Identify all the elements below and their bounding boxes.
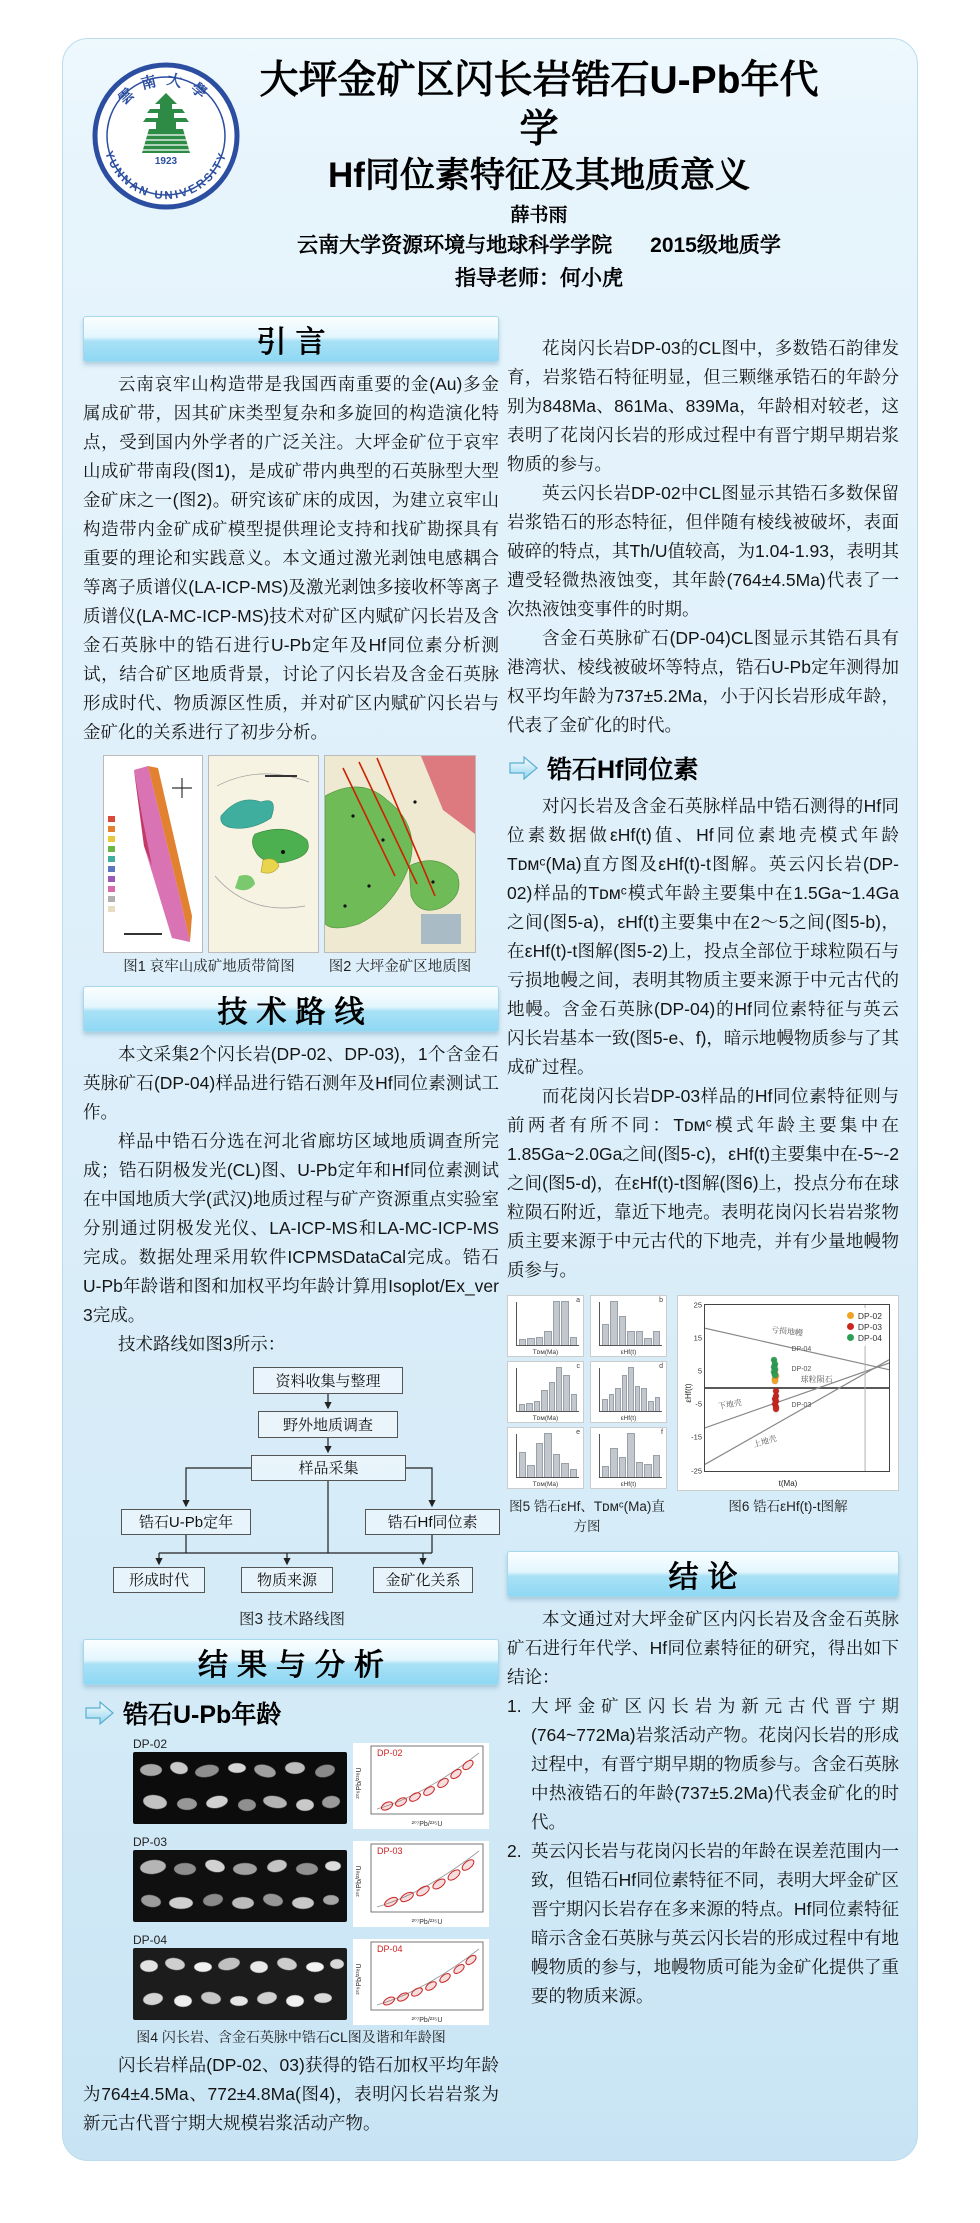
section-conclusion-header — [507, 1551, 899, 1597]
fig2-geologic-map — [324, 755, 476, 953]
label-upper-crust: 上地壳 — [752, 1433, 778, 1449]
flow-node-mineralization: 金矿化关系 — [373, 1567, 473, 1593]
svg-text:²⁰⁶Pb/²³⁸U: ²⁰⁶Pb/²³⁸U — [356, 1766, 363, 1799]
svg-text:1923: 1923 — [154, 156, 178, 167]
university-logo — [91, 61, 241, 211]
fig4-row-dp02 — [83, 1737, 499, 1829]
section-results-header — [83, 1639, 499, 1685]
svg-text:DP-02: DP-02 — [377, 1747, 403, 1758]
label-depleted-mantle: 亏损地幔 — [770, 1325, 804, 1338]
fig1-belt-map — [103, 755, 203, 953]
advisor: 指导老师：何小虎 — [455, 266, 623, 290]
svg-text:²⁰⁷Pb/²³⁵U: ²⁰⁷Pb/²³⁵U — [411, 2016, 443, 2024]
results-paragraph-1: 花岗闪长岩DP-03的CL图中，多数锆石韵律发育，岩浆锆石特征明显，但三颗继承锆石的年龄分别为848Ma、861Ma、839Ma，年龄相对较老，这表明了花岗闪长岩的形成过程中有晋宁期早期岩浆物质的参与。 — [507, 337, 899, 474]
fig5-panel-c: c Tᴅᴍ(Ma) — [507, 1361, 584, 1423]
author-name: 薛书雨 — [510, 204, 568, 226]
section-results-title: 结果与分析 — [198, 1648, 393, 1682]
poster-title-line2: Hf同位素特征及其地质意义 — [328, 155, 750, 195]
affiliation-row — [241, 229, 837, 259]
fig6-xlabel: t(Ma) — [778, 1478, 798, 1488]
fig4-concordia-dp04 — [353, 1939, 489, 2025]
fig5-panel-f: f εHf(t) — [590, 1427, 667, 1489]
section-methods-header — [83, 986, 499, 1032]
fig4-concordia-dp02 — [353, 1743, 489, 1829]
svg-text:雲南大學: 雲南大學 — [115, 70, 217, 109]
fig3-caption: 图3 技术路线图 — [239, 1610, 345, 1628]
flow-node-material-source: 物质来源 — [241, 1567, 333, 1593]
svg-text:YUNNAN UNIVERSITY: YUNNAN UNIVERSITY — [102, 149, 230, 203]
point-label-dp04: DP-04 — [791, 1346, 812, 1353]
svg-text:²⁰⁶Pb/²³⁸U: ²⁰⁶Pb/²³⁸U — [356, 1962, 363, 1995]
fig6-legend — [843, 1308, 886, 1346]
conclusion-item-2-number: 2. — [507, 1840, 522, 1861]
subsection-upb-age — [85, 1695, 499, 1731]
fig4-cl-label-dp04: DP-04 — [133, 1932, 168, 1947]
legend-dot-dp03 — [847, 1323, 854, 1330]
cohort: 2015级地质学 — [650, 233, 781, 257]
legend-dot-dp02 — [847, 1312, 854, 1319]
results-paragraph-4: 对闪长岩及含金石英脉样品中锆石测得的Hf同位素数据做εHf(t)值、Hf同位素地壳模式年龄Tᴅᴍᶜ(Ma)直方图及εHf(t)-t图解。英云闪长岩(DP-02)样品的Tᴅᴍᶜ模式年龄主要集中在1.5Ga~1.4Ga之间(图5-a)，εHf(t)主要集中在2～5之间(图5-b)，在εHf(t)-t图解(图5-2)上，投点全部位于球粒陨石与亏损地幔之间，表明其物质主要来源于中元古代的地幔。含金石英脉(DP-04)的Hf同位素特征与英云闪长岩基本一致(图5-e、f)，暗示地幔物质参与了其成矿过程。 — [507, 795, 899, 1077]
results-paragraph-5: 而花岗闪长岩DP-03样品的Hf同位素特征则与前两者有所不同：Tᴅᴍᶜ模式年龄主要集中在1.85Ga~2.0Ga之间(图5-c)，εHf(t)主要集中在-5~-2之间(图5-d)，在εHf(t)-t图解(图6)上，投点分布在球粒陨石附近，靠近下地壳。表明花岗闪长岩岩浆物质主要来源于中元古代的下地壳，并有少量地幔物质参与。 — [507, 1085, 899, 1280]
section-intro-header — [83, 316, 499, 362]
upb-result-paragraph: 闪长岩样品(DP-02、03)获得的锆石加权平均年龄为764±4.5Ma、772±4.8Ma(图4)，表明闪长岩岩浆为新元古代晋宁期大规模岩浆活动产物。 — [83, 2054, 499, 2133]
fig5-panel-e: e Tᴅᴍ(Ma) — [507, 1427, 584, 1489]
university-seal-icon — [91, 61, 241, 211]
arrow-right-icon — [509, 756, 539, 780]
results-paragraph-3: 含金石英脉矿石(DP-04)CL图显示其锆石具有港湾状、棱线被破坏等特点，锆石U-Pb定年测得加权平均年龄为737±5.2Ma，小于闪长岩形成年龄，代表了金矿化的时代。 — [507, 627, 899, 735]
fig4-cl-image-dp02 — [133, 1752, 347, 1824]
flow-node-field-survey: 野外地质调查 — [258, 1411, 398, 1438]
section-conclusion-title: 结论 — [668, 1560, 747, 1594]
fig2-caption: 图2 大坪金矿区地质图 — [328, 958, 472, 975]
svg-text:²⁰⁶Pb/²³⁸U: ²⁰⁶Pb/²³⁸U — [356, 1864, 363, 1897]
fig5-panel-a: a Tᴅᴍ(Ma) — [507, 1295, 584, 1357]
conclusion-item-2 — [507, 1837, 899, 2011]
svg-text:DP-04: DP-04 — [377, 1943, 403, 1954]
fig3-flowchart — [83, 1367, 501, 1603]
arrow-right-icon — [85, 1701, 115, 1725]
legend-label-dp03: DP-03 — [857, 1321, 882, 1332]
left-column — [83, 306, 499, 2138]
fig4-row-dp03 — [83, 1835, 499, 1927]
subsection-upb-age-title: 锆石U-Pb年龄 — [123, 1700, 282, 1729]
label-lower-crust: 下地壳 — [717, 1398, 743, 1412]
figure5-6-row — [507, 1295, 899, 1491]
flow-node-upb-dating: 锆石U-Pb定年 — [121, 1509, 251, 1535]
fig6-ylabel: εHf(t) — [684, 1382, 694, 1403]
figure1-2-captions — [83, 955, 499, 976]
fig6-ehf-t-plot — [677, 1295, 899, 1491]
fig1-inset-map — [208, 755, 319, 953]
label-chondrite: 球粒陨石 — [800, 1375, 833, 1385]
conclusion-item-2-text: 英云闪长岩与花岗闪长岩的年龄在误差范围内一致，但锆石Hf同位素特征不同，表明大坪金矿区晋宁期闪长岩存在多来源的特点。Hf同位素特征暗示含金石英脉与英云闪长岩的形成过程中有地幔物质的参与，地幔物质可能为金矿化提供了重要的物质来源。 — [531, 1840, 899, 2006]
fig4-concordia-dp03 — [353, 1841, 489, 1927]
section-methods-title: 技术路线 — [217, 995, 374, 1029]
subsection-hf-isotope-title: 锆石Hf同位素 — [547, 755, 699, 784]
fig6-plot-area: 25 15 5 -5 -15 -25 亏损地幔 球粒陨石 下地壳 上地壳 DP-04 DP-02 DP-03 DP-02 DP-03 DP-04 — [704, 1304, 890, 1472]
fig5-panel-d: d εHf(t) — [590, 1361, 667, 1423]
flow-node-formation-age: 形成时代 — [113, 1567, 205, 1593]
point-label-dp03: DP-03 — [791, 1402, 812, 1410]
poster-header — [83, 53, 897, 292]
fig5-panel-b: b εHf(t) — [590, 1295, 667, 1357]
affiliation: 云南大学资源环境与地球科学学院 — [297, 233, 613, 257]
poster — [62, 38, 918, 2161]
fig4-cl-label-dp02: DP-02 — [133, 1736, 168, 1751]
title-block — [241, 53, 897, 292]
figure5-6-captions — [507, 1495, 899, 1535]
flow-node-data-collection: 资料收集与整理 — [253, 1367, 403, 1394]
fig1-caption: 图1 哀牢山成矿地质带简图 — [123, 958, 295, 975]
svg-text:²⁰⁷Pb/²³⁵U: ²⁰⁷Pb/²³⁵U — [411, 1820, 443, 1828]
right-column — [507, 306, 899, 2138]
svg-text:²⁰⁷Pb/²³⁵U: ²⁰⁷Pb/²³⁵U — [411, 1918, 443, 1926]
conclusion-intro: 本文通过对大坪金矿区内闪长岩及含金石英脉矿石进行年代学、Hf同位素特征的研究，得出如下结论： — [507, 1608, 899, 1687]
methods-paragraph-3: 技术路线如图3所示： — [118, 1333, 286, 1354]
legend-label-dp02: DP-02 — [857, 1310, 882, 1321]
svg-text:DP-03: DP-03 — [377, 1845, 403, 1856]
point-label-dp02: DP-02 — [791, 1365, 812, 1373]
legend-label-dp04: DP-04 — [857, 1332, 882, 1343]
subsection-hf-isotope — [509, 750, 899, 786]
methods-paragraph-2: 样品中锆石分选在河北省廊坊区域地质调查所完成；锆石阴极发光(CL)图、U-Pb定年和Hf同位素测试在中国地质大学(武汉)地质过程与矿产资源重点实验室分别通过阴极发光仪、LA-ICP-MS和LA-MC-ICP-MS完成。数据处理采用软件ICPMSDataCal完成。锆石U-Pb年龄谐和图和加权平均年龄计算用Isoplot/Ex_ver 3完成。 — [83, 1130, 499, 1325]
conclusion-item-1-text: 大坪金矿区闪长岩为新元古代晋宁期(764~772Ma)岩浆活动产物。花岗闪长岩的形成过程中，有晋宁期早期的物质参与。含金石英脉中热液锆石的年龄(737±5.2Ma)代表金矿化的时代。 — [531, 1695, 899, 1832]
conclusion-item-1 — [507, 1692, 899, 1837]
results-paragraph-2: 英云闪长岩DP-02中CL图显示其锆石多数保留岩浆锆石的形态特征，但伴随有棱线被破坏，表面破碎的特点，其Th/U值较高，为1.04-1.93，表明其遭受轻微热液蚀变，其年龄(764±4.5Ma)代表了一次热液蚀变事件的时期。 — [507, 482, 899, 619]
fig4-cl-image-dp04 — [133, 1948, 347, 2020]
fig4-row-dp04 — [83, 1933, 499, 2025]
conclusion-item-1-number: 1. — [507, 1695, 522, 1716]
fig6-caption: 图6 锆石εHf(t)-t图解 — [728, 1498, 848, 1514]
section-intro-title: 引言 — [256, 325, 335, 359]
fig4-cl-label-dp03: DP-03 — [133, 1834, 168, 1849]
fig4-caption: 图4 闪长岩、含金石英脉中锆石CL图及谐和年龄图 — [136, 2028, 446, 2045]
fig5-histogram-grid — [507, 1295, 667, 1489]
figure1-2-row — [83, 755, 499, 953]
flow-node-sampling: 样品采集 — [251, 1455, 406, 1481]
methods-paragraph-1: 本文采集2个闪长岩(DP-02、DP-03)，1个含金石英脉矿石(DP-04)样品进行锆石测年及Hf同位素测试工作。 — [83, 1043, 499, 1122]
fig5-caption: 图5 锆石εHf、Tᴅᴍᶜ(Ma)直方图 — [509, 1498, 665, 1534]
flow-node-hf-isotope: 锆石Hf同位素 — [365, 1509, 500, 1535]
poster-title-line1: 大坪金矿区闪长岩锆石U-Pb年代学 — [259, 59, 819, 151]
fig4-cl-image-dp03 — [133, 1850, 347, 1922]
intro-paragraph: 云南哀牢山构造带是我国西南重要的金(Au)多金属成矿带，因其矿床类型复杂和多旋回的构造演化特点，受到国内外学者的广泛关注。大坪金矿位于哀牢山成矿带南段(图1)，是成矿带内典型的石英脉型大型金矿床之一(图2)。研究该矿床的成因，为建立哀牢山构造带内金矿成矿模型提供理论支持和找矿勘探具有重要的理论和实践意义。本文通过激光剥蚀电感耦合等离子质谱仪(LA-ICP-MS)及激光剥蚀多接收杯等离子质谱仪(LA-MC-ICP-MS)技术对矿区内赋矿闪长岩及含金石英脉中的锆石进行U-Pb定年及Hf同位素分析测试，结合矿区地质背景，讨论了闪长岩及含金石英脉形成时代、物质源区性质，并对矿区内赋矿闪长岩与金矿化的关系进行了初步分析。 — [83, 373, 499, 742]
legend-dot-dp04 — [847, 1334, 854, 1341]
